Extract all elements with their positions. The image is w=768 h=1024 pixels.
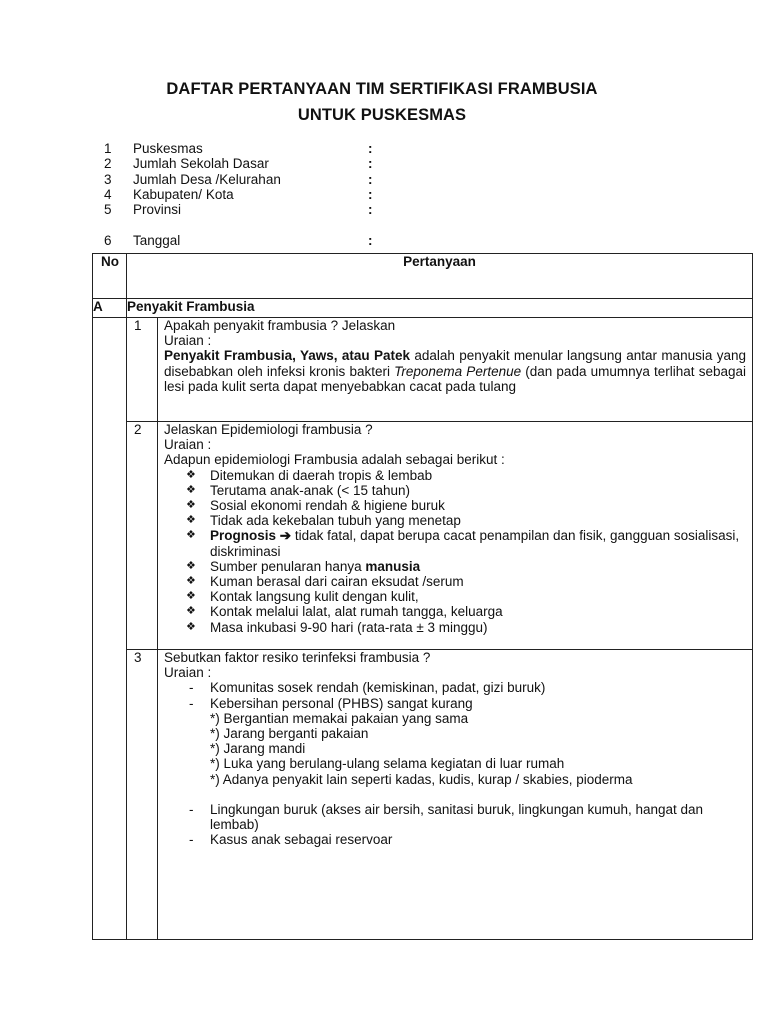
- answer-text: adalah penyakit menular langsung antar manusia yang disebabkan oleh infeksi kronis bakteri: [164, 348, 746, 379]
- question-body: [158, 318, 753, 422]
- bullet-list: [164, 468, 746, 635]
- sub-item: *) Luka yang berulang-ulang selama kegiatan di luar rumah: [210, 756, 565, 772]
- list-item: [186, 696, 746, 711]
- table-header-row: [93, 254, 753, 299]
- dash-list: [164, 802, 746, 848]
- answer-italic: Treponema Pertenue: [394, 363, 522, 379]
- question-text: Jelaskan Epidemiologi frambusia ?: [164, 422, 373, 437]
- blank-cell: [93, 318, 127, 940]
- info-number: 6: [104, 232, 112, 248]
- list-item-text: tidak fatal, dapat berupa cacat penampilan dan fisik, gangguan sosialisasi, diskriminasi: [210, 528, 740, 559]
- section-letter: A: [93, 299, 127, 318]
- list-item-bold: manusia: [365, 558, 421, 574]
- list-item-text: - Kebersihan personal (PHBS) sangat kurang: [210, 695, 473, 711]
- list-item: ❖ Terutama anak-anak (< 15 tahun): [186, 483, 746, 498]
- info-number: 1: [104, 141, 112, 156]
- list-item: ❖ Kuman berasal dari cairan eksudat /serum: [186, 574, 746, 589]
- header-pertanyaan: Pertanyaan: [127, 254, 753, 299]
- info-number: 5: [104, 202, 112, 218]
- list-item: [186, 528, 746, 558]
- uraian-label: Uraian :: [164, 333, 212, 349]
- answer-intro: Adapun epidemiologi Frambusia adalah sebagai berikut :: [164, 452, 505, 468]
- question-number: 3: [127, 650, 158, 940]
- list-item: ❖ Masa inkubasi 9-90 hari (rata-rata ± 3 minggu): [186, 620, 746, 635]
- list-item: ❖ Kontak melalui lalat, alat rumah tangga, keluarga: [186, 604, 746, 619]
- answer-bold: Penyakit Frambusia, Yaws, atau Patek: [164, 348, 411, 364]
- sub-item: *) Jarang berganti pakaian: [210, 726, 369, 742]
- answer-paragraph: [164, 348, 746, 394]
- info-colon: :: [368, 141, 373, 156]
- question-body: [158, 422, 753, 650]
- list-item: - Lingkungan buruk (akses air bersih, sanitasi buruk, lingkungan kumuh, hangat dan lembab): [186, 802, 746, 832]
- question-row-2: [93, 422, 753, 650]
- info-label: Jumlah Desa /Kelurahan: [133, 171, 281, 187]
- section-row: [93, 299, 753, 318]
- info-colon: :: [368, 202, 373, 218]
- question-body: [158, 650, 753, 940]
- info-number: 2: [104, 156, 112, 172]
- info-colon: :: [368, 171, 373, 187]
- question-row-3: [93, 650, 753, 940]
- info-label: Tanggal: [133, 232, 181, 248]
- list-item: ❖ Sosial ekonomi rendah & higiene buruk: [186, 498, 746, 513]
- answer-text: (dan pada umumnya terlihat sebagai lesi pada kulit serta dapat menyebabkan cacat pada tulang: [164, 363, 746, 394]
- info-number: 3: [104, 171, 112, 187]
- info-label: Provinsi: [133, 202, 182, 218]
- question-row-1: [93, 318, 753, 422]
- info-colon: :: [368, 186, 373, 202]
- question-text: Apakah penyakit frambusia ? Jelaskan: [164, 318, 396, 333]
- arrow-icon: ➔: [279, 528, 292, 544]
- info-label: Kabupaten/ Kota: [133, 186, 234, 202]
- info-label: Jumlah Sekolah Dasar: [133, 156, 269, 172]
- dash-list: [164, 680, 746, 710]
- list-item: ❖ Ditemukan di daerah tropis & lembab: [186, 468, 746, 483]
- uraian-label: Uraian :: [164, 437, 212, 453]
- uraian-label: Uraian :: [164, 665, 212, 681]
- info-label: Puskesmas: [133, 141, 203, 156]
- list-item: - Kasus anak sebagai reservoar: [186, 832, 746, 847]
- sub-item: *) Adanya penyakit lain seperti kadas, kudis, kurap / skabies, pioderma: [210, 771, 633, 787]
- header-no: No: [93, 254, 127, 299]
- sub-item: *) Bergantian memakai pakaian yang sama: [210, 710, 469, 726]
- info-colon: :: [368, 156, 373, 172]
- question-table: [92, 253, 753, 940]
- info-number: 4: [104, 186, 112, 202]
- list-item: ❖ Kontak langsung kulit dengan kulit,: [186, 589, 746, 604]
- document-subtitle: UNTUK PUSKESMAS: [297, 106, 467, 124]
- list-item-text: Sumber penularan hanya: [210, 558, 366, 574]
- question-number: 1: [127, 318, 158, 422]
- list-item: ❖ Tidak ada kekebalan tubuh yang menetap: [186, 513, 746, 528]
- section-title: Penyakit Frambusia: [127, 299, 753, 318]
- sub-item: *) Jarang mandi: [210, 741, 306, 757]
- question-text: Sebutkan faktor resiko terinfeksi frambusia ?: [164, 650, 431, 665]
- question-number: 2: [127, 422, 158, 650]
- document-title: DAFTAR PERTANYAAN TIM SERTIFIKASI FRAMBUSIA: [166, 80, 598, 98]
- list-item: - Komunitas sosek rendah (kemiskinan, padat, gizi buruk): [186, 680, 746, 695]
- sub-list: [164, 711, 746, 787]
- info-colon: :: [368, 232, 373, 248]
- list-item: [186, 559, 746, 574]
- list-item-bold: Prognosis: [210, 528, 277, 544]
